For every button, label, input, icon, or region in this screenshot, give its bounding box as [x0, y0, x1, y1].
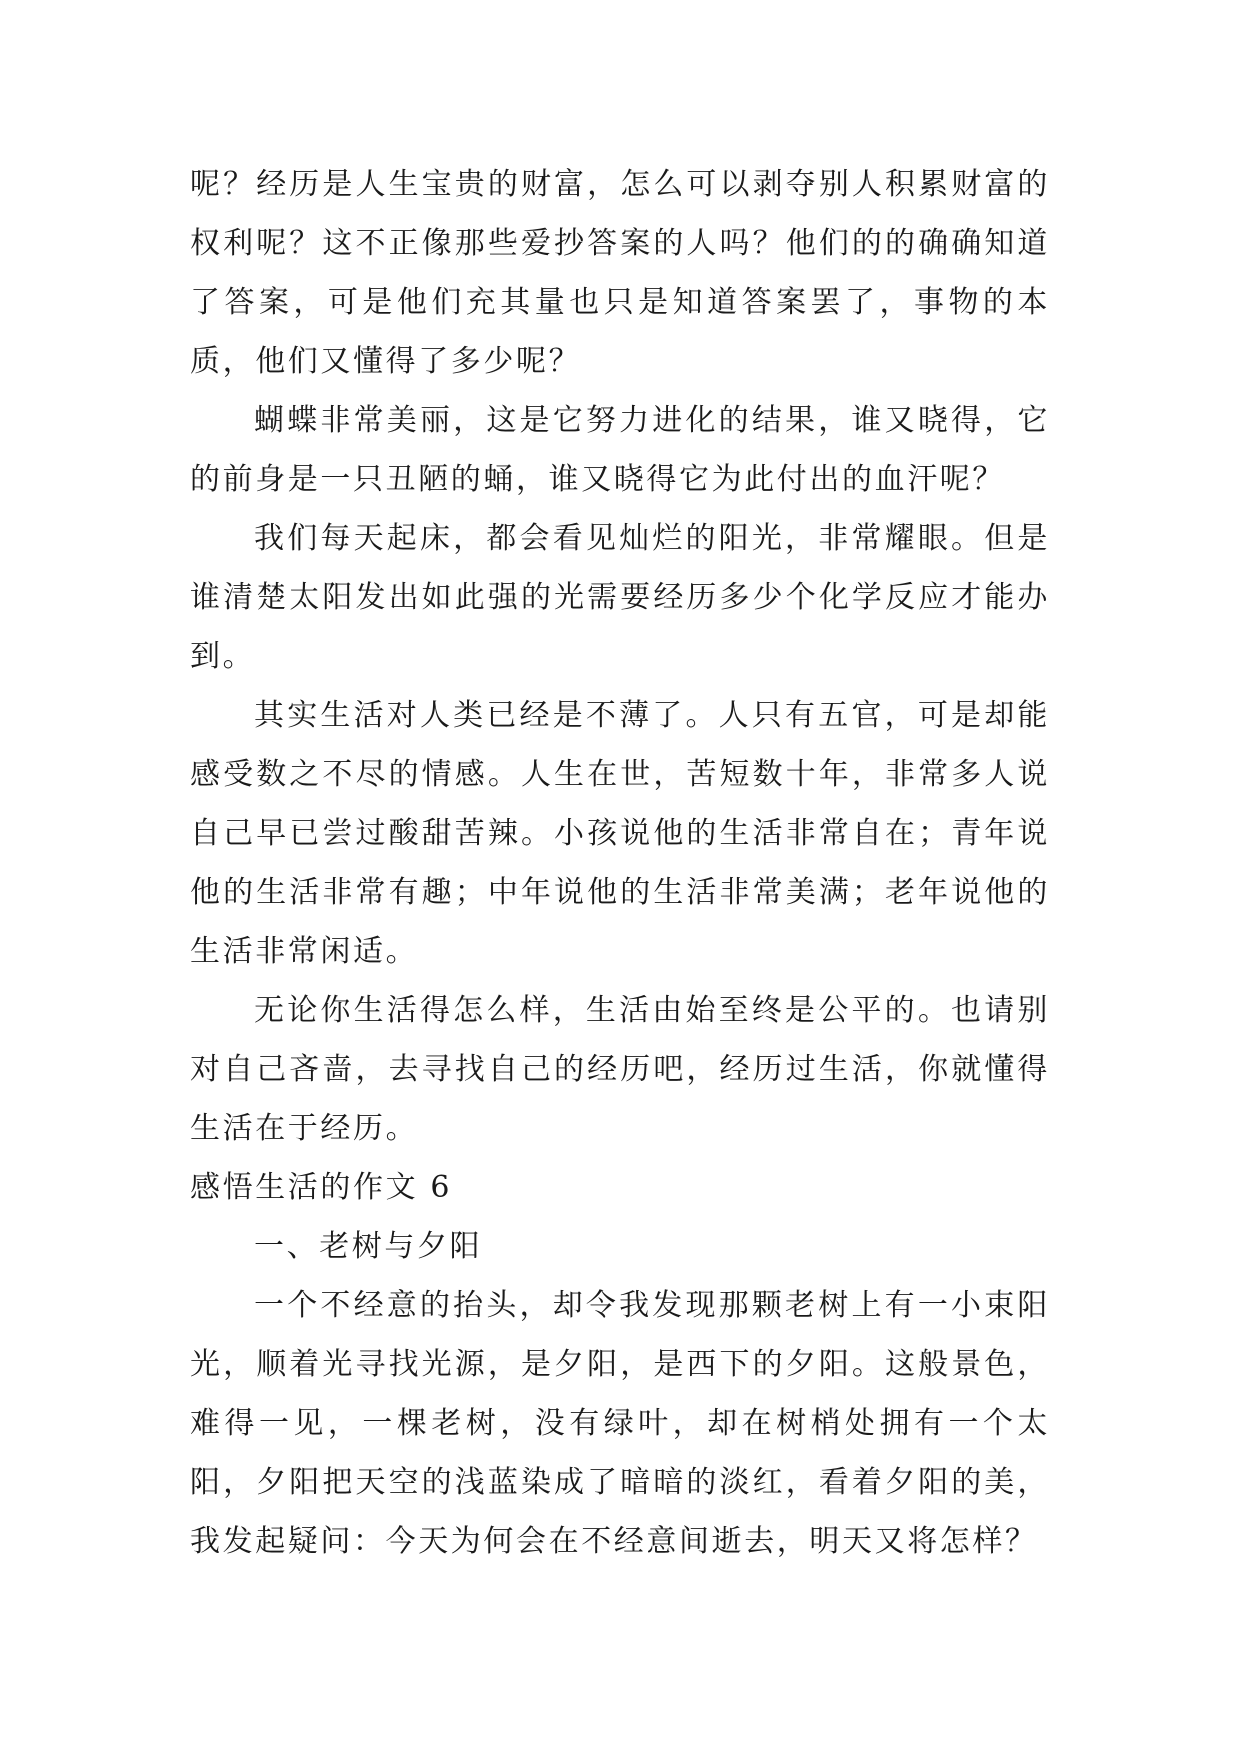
paragraph-life-fair: 其实生活对人类已经是不薄了。人只有五官，可是却能感受数之不尽的情感。人生在世，苦短数十年，非常多人说自己早已尝过酸甜苦辣。小孩说他的生活非常自在；青年说他的生活非常有趣；中年说他的生活非常美满；老年说他的生活非常闲适。	[190, 698, 1050, 969]
paragraph-experience: 无论你生活得怎么样，生活由始至终是公平的。也请别对自己吝啬，去寻找自己的经历吧，经历过生活，你就懂得生活在于经历。	[190, 993, 1050, 1146]
section-title: 感悟生活的作文 6	[190, 1170, 453, 1205]
paragraph-continuation: 呢？经历是人生宝贵的财富，怎么可以剥夺别人积累财富的权利呢？这不正像那些爱抄答案的人吗？他们的的确确知道了答案，可是他们充其量也只是知道答案罢了，事物的本质，他们又懂得了多少呢？	[190, 167, 1050, 379]
document-body	[190, 155, 1050, 1571]
paragraph-butterfly: 蝴蝶非常美丽，这是它努力进化的结果，谁又晓得，它的前身是一只丑陋的蛹，谁又晓得它为此付出的血汗呢？	[190, 403, 1050, 497]
paragraph-sunlight: 我们每天起床，都会看见灿烂的阳光，非常耀眼。但是谁清楚太阳发出如此强的光需要经历多少个化学反应才能办到。	[190, 521, 1050, 674]
subheading: 一、老树与夕阳	[254, 1229, 483, 1264]
paragraph-old-tree: 一个不经意的抬头，却令我发现那颗老树上有一小束阳光，顺着光寻找光源，是夕阳，是西下的夕阳。这般景色，难得一见，一棵老树，没有绿叶，却在树梢处拥有一个太阳，夕阳把天空的浅蓝染成了暗暗的淡红，看着夕阳的美，我发起疑问：今天为何会在不经意间逝去，明天又将怎样？	[190, 1288, 1050, 1559]
